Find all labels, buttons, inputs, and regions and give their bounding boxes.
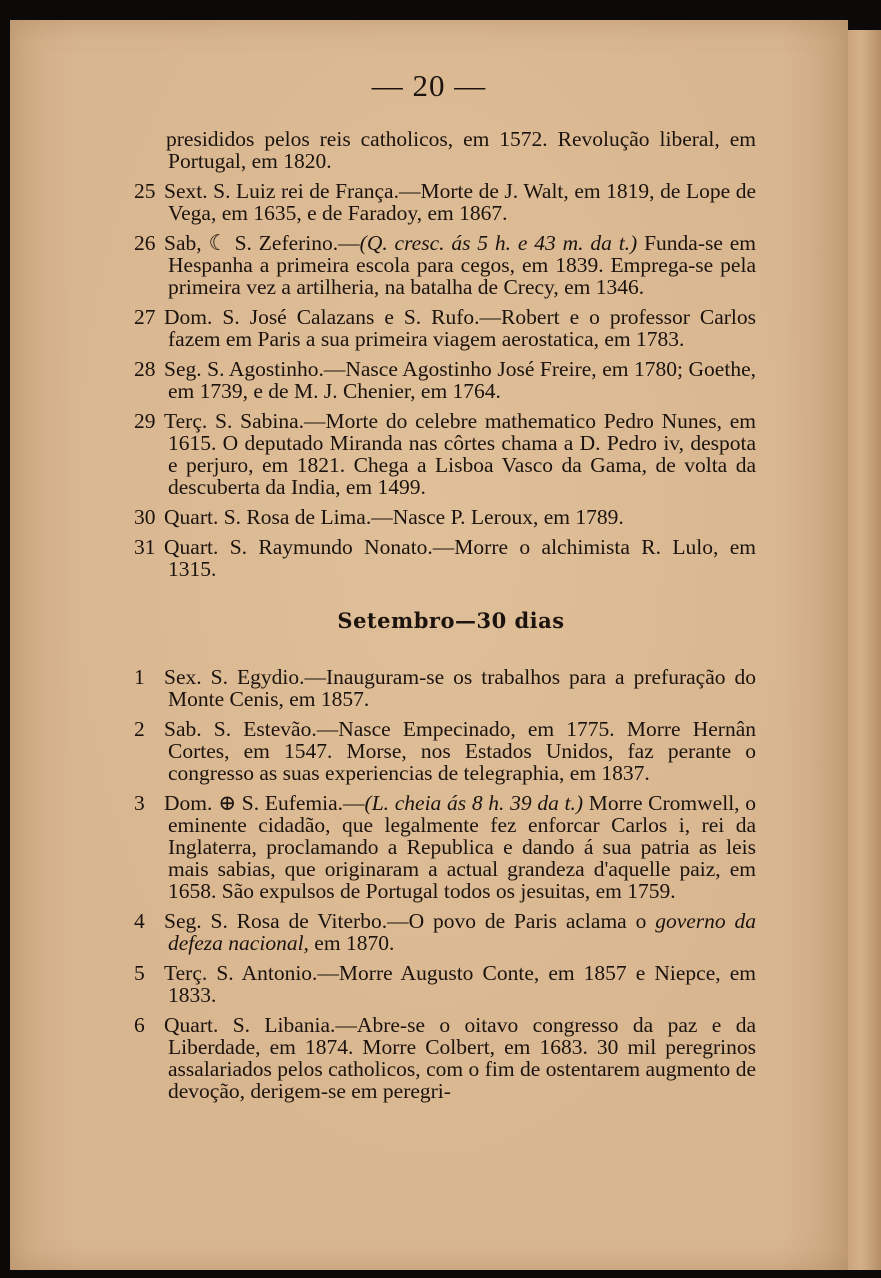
entry-29: 29 Terç. S. Sabina.—Morte do celebre mathematico Pedro Nunes, em 1615. O deputado Miranda nas côrtes chama a D. Pedro iv, despota e perjuro, em 1821. Chega a Lisboa Vasco da Gama, de volta da descuberta da India, em 1499.: [134, 409, 756, 499]
entry-sep-2: 2 Sab. S. Estevão.—Nasce Empecinado, em 1775. Morre Hernân Cortes, em 1547. Morse, nos Estados Unidos, faz perante o congresso as suas experiencias de telegraphia, em 1837.: [134, 717, 756, 785]
entry-28: 28 Seg. S. Agostinho.—Nasce Agostinho José Freire, em 1780; Goethe, em 1739, e de M. J. Chenier, em 1764.: [134, 357, 756, 403]
page-content: [106, 128, 756, 1110]
entry-31: 31 Quart. S. Raymundo Nonato.—Morre o alchimista R. Lulo, em 1315.: [134, 535, 756, 581]
entry-sep-5: 5 Terç. S. Antonio.—Morre Augusto Conte, em 1857 e Niepce, em 1833.: [134, 961, 756, 1007]
page-number: — 20 —: [371, 68, 487, 103]
entry-sep-6: 6 Quart. S. Libania.—Abre-se o oitavo congresso da paz e da Liberdade, em 1874. Morre Colbert, em 1683. 30 mil peregrinos assalariados pelos catholicos, com o fim de ostentarem augmento de devoção, derigem-se em peregri-: [134, 1013, 756, 1103]
section-heading: Setembro—30 dias: [337, 608, 565, 633]
next-page-edge: [848, 30, 881, 1270]
entry-sep-1: 1 Sex. S. Egydio.—Inauguram-se os trabalhos para a prefuração do Monte Cenis, em 1857.: [134, 665, 756, 711]
moon-phase-note: (Q. cresc. ás 5 h. e 43 m. da t.): [359, 231, 638, 255]
entry-sep-4: 4 Seg. S. Rosa de Viterbo.—O povo de Paris aclama o governo da defeza nacional, em 1870.: [134, 909, 757, 955]
italic-phrase: governo da defeza nacional,: [168, 909, 757, 955]
moon-phase-note: (L. cheia ás 8 h. 39 da t.): [364, 791, 584, 815]
entry-30: 30 Quart. S. Rosa de Lima.—Nasce P. Leroux, em 1789.: [134, 505, 624, 529]
book-page: [10, 20, 848, 1270]
entry-26: 26 Sab, ☾ S. Zeferino.—(Q. cresc. ás 5 h. e 43 m. da t.) Funda-se em Hespanha a primeira escola para cegos, em 1839. Emprega-se pela primeira vez a artilheria, na batalha de Crecy, em 1346.: [134, 231, 756, 299]
entry-27: 27 Dom. S. José Calazans e S. Rufo.—Robert e o professor Carlos fazem em Paris a sua primeira viagem aerostatica, em 1783.: [134, 305, 756, 351]
entry-sep-3: 3 Dom. ⊕ S. Eufemia.—(L. cheia ás 8 h. 39 da t.) Morre Cromwell, o eminente cidadão, que legalmente fez enforcar Carlos i, rei da Inglaterra, proclamando a Republica e dando á sua patria as leis mais sabias, que originaram a actual grandeza d'aquelle paiz, em 1658. São expulsos de Portugal todos os jesuitas, em 1759.: [134, 791, 757, 903]
entry-25: 25 Sext. S. Luiz rei de França.—Morte de J. Walt, em 1819, de Lope de Vega, em 1635, e de Faradoy, em 1867.: [134, 179, 756, 225]
entry-continuation: presididos pelos reis catholicos, em 1572. Revolução liberal, em Portugal, em 1820.: [166, 127, 756, 173]
